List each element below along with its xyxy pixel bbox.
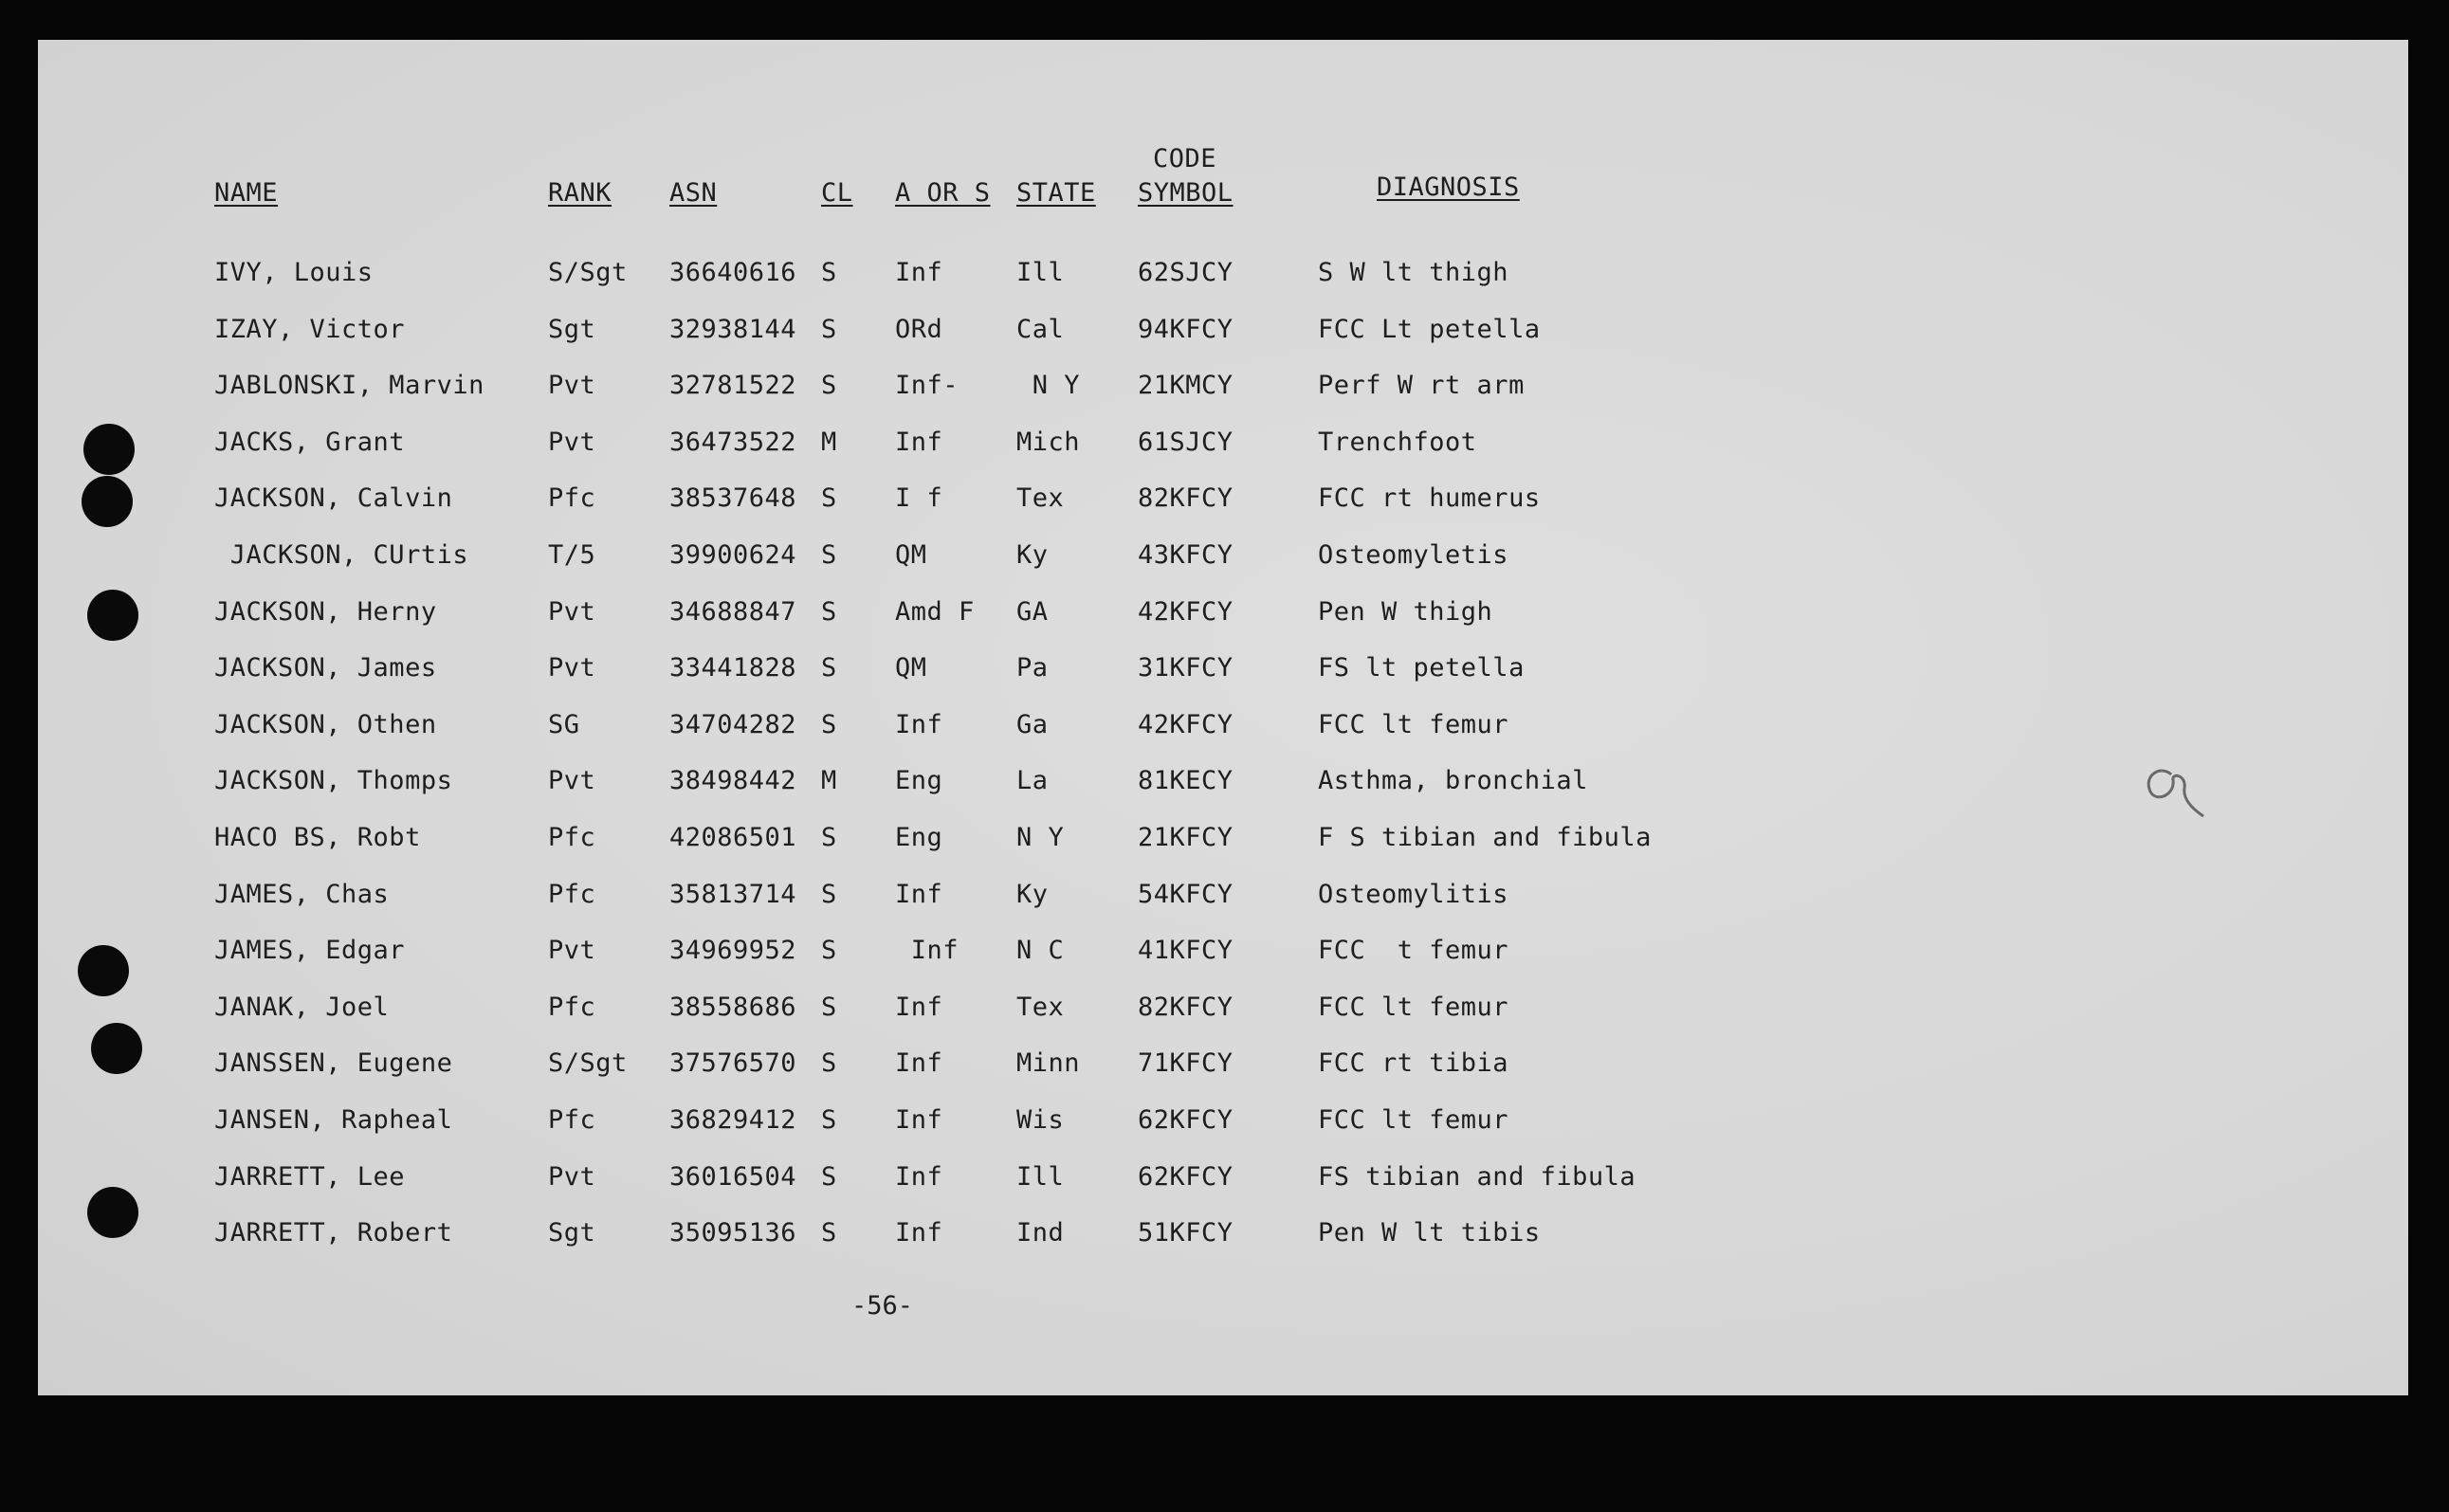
- document-sheet: [38, 40, 2408, 1395]
- cell-code: 81KECY: [1138, 766, 1234, 796]
- cell-a-or-s: Inf: [895, 709, 943, 739]
- header-diagnosis: DIAGNOSIS: [1377, 173, 1520, 202]
- header-a-or-s: A OR S: [895, 178, 991, 208]
- cell-a-or-s: Amd F: [895, 596, 975, 627]
- cell-name: JACKS, Grant: [214, 427, 406, 457]
- cell-rank: S/Sgt: [548, 258, 628, 287]
- cell-asn: 34969952: [669, 936, 797, 966]
- cell-name: JARRETT, Lee: [214, 1161, 406, 1192]
- cell-state: N Y: [1016, 371, 1081, 401]
- table-row: [38, 768, 2408, 806]
- cell-code: 62KFCY: [1138, 1105, 1234, 1135]
- table-row: [38, 429, 2408, 467]
- cell-state: Ill: [1016, 258, 1065, 287]
- table-row: [38, 260, 2408, 298]
- cell-asn: 34688847: [669, 596, 797, 627]
- cell-state: Pa: [1016, 653, 1049, 683]
- table-row: [38, 1107, 2408, 1145]
- cell-rank: Pfc: [548, 1105, 596, 1135]
- cell-diagnosis: Osteomyletis: [1318, 540, 1509, 570]
- cell-cl: M: [821, 766, 837, 796]
- cell-name: IVY, Louis: [214, 258, 374, 287]
- cell-rank: Pfc: [548, 823, 596, 852]
- table-row: [38, 542, 2408, 580]
- cell-diagnosis: FCC lt femur: [1318, 1105, 1509, 1135]
- cell-rank: Pvt: [548, 766, 596, 796]
- cell-name: JAMES, Edgar: [214, 936, 406, 966]
- cell-diagnosis: FCC lt femur: [1318, 992, 1509, 1022]
- cell-rank: SG: [548, 709, 580, 739]
- cell-diagnosis: FS lt petella: [1318, 653, 1525, 683]
- cell-a-or-s: Eng: [895, 766, 943, 796]
- cell-diagnosis: Perf W rt arm: [1318, 371, 1525, 401]
- table-row: [38, 825, 2408, 863]
- cell-a-or-s: Inf: [895, 427, 943, 457]
- cell-asn: 35095136: [669, 1218, 797, 1248]
- cell-cl: S: [821, 992, 837, 1022]
- table-row: [38, 655, 2408, 693]
- table-row: [38, 373, 2408, 410]
- cell-rank: S/Sgt: [548, 1048, 628, 1079]
- table-row: [38, 1050, 2408, 1088]
- cell-state: Cal: [1016, 314, 1065, 344]
- header-asn: ASN: [669, 178, 718, 208]
- cell-name: JAMES, Chas: [214, 879, 390, 909]
- cell-a-or-s: Inf-: [895, 371, 959, 401]
- table-row: [38, 938, 2408, 975]
- cell-rank: Sgt: [548, 1218, 596, 1248]
- cell-a-or-s: Eng: [895, 823, 943, 852]
- cell-state: Mich: [1016, 427, 1081, 457]
- cell-diagnosis: FCC rt tibia: [1318, 1048, 1509, 1079]
- cell-rank: Pfc: [548, 483, 596, 514]
- cell-asn: 32938144: [669, 314, 797, 344]
- cell-asn: 36016504: [669, 1161, 797, 1192]
- cell-code: 94KFCY: [1138, 314, 1234, 344]
- cell-asn: 34704282: [669, 709, 797, 739]
- header-code: CODE: [1153, 144, 1217, 173]
- header-cl: CL: [821, 178, 853, 208]
- cell-state: Ga: [1016, 709, 1049, 739]
- cell-diagnosis: FCC Lt petella: [1318, 314, 1541, 344]
- cell-name: JABLONSKI, Marvin: [214, 371, 484, 401]
- cell-asn: 38558686: [669, 992, 797, 1022]
- cell-a-or-s: Inf: [895, 936, 959, 966]
- cell-name: JACKSON, CUrtis: [214, 540, 469, 570]
- cell-code: 51KFCY: [1138, 1218, 1234, 1248]
- header-state: STATE: [1016, 178, 1096, 208]
- cell-rank: Pvt: [548, 596, 596, 627]
- header-name: NAME: [214, 178, 279, 208]
- header-symbol: SYMBOL: [1138, 178, 1234, 208]
- cell-diagnosis: FCC t femur: [1318, 936, 1509, 966]
- cell-state: Ky: [1016, 879, 1049, 909]
- cell-rank: Pvt: [548, 936, 596, 966]
- cell-a-or-s: Inf: [895, 1161, 943, 1192]
- cell-name: JACKSON, Thomps: [214, 766, 453, 796]
- cell-rank: Pvt: [548, 427, 596, 457]
- table-row: [38, 994, 2408, 1032]
- cell-name: JARRETT, Robert: [214, 1218, 453, 1248]
- cell-cl: S: [821, 540, 837, 570]
- cell-cl: S: [821, 823, 837, 852]
- cell-diagnosis: FS tibian and fibula: [1318, 1161, 1636, 1192]
- cell-name: JACKSON, Othen: [214, 709, 437, 739]
- page-number: -56-: [851, 1291, 914, 1321]
- cell-cl: S: [821, 258, 837, 287]
- table-row: [38, 485, 2408, 523]
- cell-code: 41KFCY: [1138, 936, 1234, 966]
- cell-rank: Sgt: [548, 314, 596, 344]
- cell-cl: S: [821, 1048, 837, 1079]
- cell-diagnosis: FCC lt femur: [1318, 709, 1509, 739]
- cell-name: JANSEN, Rapheal: [214, 1105, 453, 1135]
- cell-state: Ind: [1016, 1218, 1065, 1248]
- cell-diagnosis: Trenchfoot: [1318, 427, 1477, 457]
- cell-name: IZAY, Victor: [214, 314, 406, 344]
- cell-asn: 36829412: [669, 1105, 797, 1135]
- cell-rank: Pfc: [548, 992, 596, 1022]
- table-row: [38, 1161, 2408, 1202]
- cell-name: JACKSON, Calvin: [214, 483, 453, 514]
- cell-diagnosis: Osteomylitis: [1318, 879, 1509, 909]
- cell-code: 62KFCY: [1138, 1161, 1234, 1192]
- cell-code: 62SJCY: [1138, 258, 1234, 287]
- cell-cl: S: [821, 936, 837, 966]
- cell-a-or-s: I f: [895, 483, 943, 514]
- cell-asn: 32781522: [669, 371, 797, 401]
- cell-state: Tex: [1016, 992, 1065, 1022]
- cell-code: 31KFCY: [1138, 653, 1234, 683]
- cell-diagnosis: Pen W thigh: [1318, 596, 1493, 627]
- cell-cl: S: [821, 483, 837, 514]
- cell-cl: S: [821, 1161, 837, 1192]
- cell-a-or-s: QM: [895, 540, 927, 570]
- cell-state: GA: [1016, 596, 1049, 627]
- cell-state: Ky: [1016, 540, 1049, 570]
- cell-name: JANSSEN, Eugene: [214, 1048, 453, 1079]
- cell-cl: S: [821, 371, 837, 401]
- cell-code: 42KFCY: [1138, 596, 1234, 627]
- cell-state: N C: [1016, 936, 1065, 966]
- cell-rank: Pvt: [548, 653, 596, 683]
- cell-state: Ill: [1016, 1161, 1065, 1192]
- cell-code: 71KFCY: [1138, 1048, 1234, 1079]
- cell-cl: S: [821, 314, 837, 344]
- cell-asn: 39900624: [669, 540, 797, 570]
- cell-name: JANAK, Joel: [214, 992, 390, 1022]
- cell-diagnosis: F S tibian and fibula: [1318, 823, 1652, 852]
- cell-code: 82KFCY: [1138, 992, 1234, 1022]
- cell-rank: Pvt: [548, 1161, 596, 1192]
- table-row: [38, 1220, 2408, 1258]
- table-row: [38, 314, 2408, 355]
- cell-cl: M: [821, 427, 837, 457]
- cell-code: 61SJCY: [1138, 427, 1234, 457]
- cell-rank: Pvt: [548, 371, 596, 401]
- cell-asn: 37576570: [669, 1048, 797, 1079]
- cell-rank: T/5: [548, 540, 596, 570]
- cell-cl: S: [821, 596, 837, 627]
- cell-asn: 36640616: [669, 258, 797, 287]
- table-row: [38, 596, 2408, 637]
- cell-cl: S: [821, 1218, 837, 1248]
- cell-a-or-s: Inf: [895, 1048, 943, 1079]
- cell-a-or-s: ORd: [895, 314, 943, 344]
- cell-name: HACO BS, Robt: [214, 823, 421, 852]
- cell-asn: 42086501: [669, 823, 797, 852]
- cell-cl: S: [821, 879, 837, 909]
- cell-diagnosis: Asthma, bronchial: [1318, 766, 1588, 796]
- table-row: [38, 709, 2408, 750]
- cell-code: 82KFCY: [1138, 483, 1234, 514]
- cell-rank: Pfc: [548, 879, 596, 909]
- cell-state: Tex: [1016, 483, 1065, 514]
- cell-state: La: [1016, 766, 1049, 796]
- cell-code: 43KFCY: [1138, 540, 1234, 570]
- cell-asn: 38537648: [669, 483, 797, 514]
- cell-code: 21KMCY: [1138, 371, 1234, 401]
- cell-cl: S: [821, 653, 837, 683]
- cell-asn: 33441828: [669, 653, 797, 683]
- cell-diagnosis: FCC rt humerus: [1318, 483, 1541, 514]
- cell-asn: 38498442: [669, 766, 797, 796]
- cell-a-or-s: QM: [895, 653, 927, 683]
- cell-a-or-s: Inf: [895, 992, 943, 1022]
- cell-state: N Y: [1016, 823, 1065, 852]
- cell-cl: S: [821, 1105, 837, 1135]
- cell-a-or-s: Inf: [895, 1105, 943, 1135]
- handwritten-mark: [2133, 746, 2209, 822]
- cell-cl: S: [821, 709, 837, 739]
- table-row: [38, 879, 2408, 920]
- cell-code: 42KFCY: [1138, 709, 1234, 739]
- cell-diagnosis: S W lt thigh: [1318, 258, 1509, 287]
- cell-asn: 36473522: [669, 427, 797, 457]
- header-rank: RANK: [548, 178, 612, 208]
- cell-code: 54KFCY: [1138, 879, 1234, 909]
- cell-name: JACKSON, Herny: [214, 596, 437, 627]
- cell-asn: 35813714: [669, 879, 797, 909]
- cell-a-or-s: Inf: [895, 258, 943, 287]
- cell-a-or-s: Inf: [895, 1218, 943, 1248]
- cell-state: Minn: [1016, 1048, 1081, 1079]
- cell-a-or-s: Inf: [895, 879, 943, 909]
- cell-code: 21KFCY: [1138, 823, 1234, 852]
- cell-name: JACKSON, James: [214, 653, 437, 683]
- cell-state: Wis: [1016, 1105, 1065, 1135]
- cell-diagnosis: Pen W lt tibis: [1318, 1218, 1541, 1248]
